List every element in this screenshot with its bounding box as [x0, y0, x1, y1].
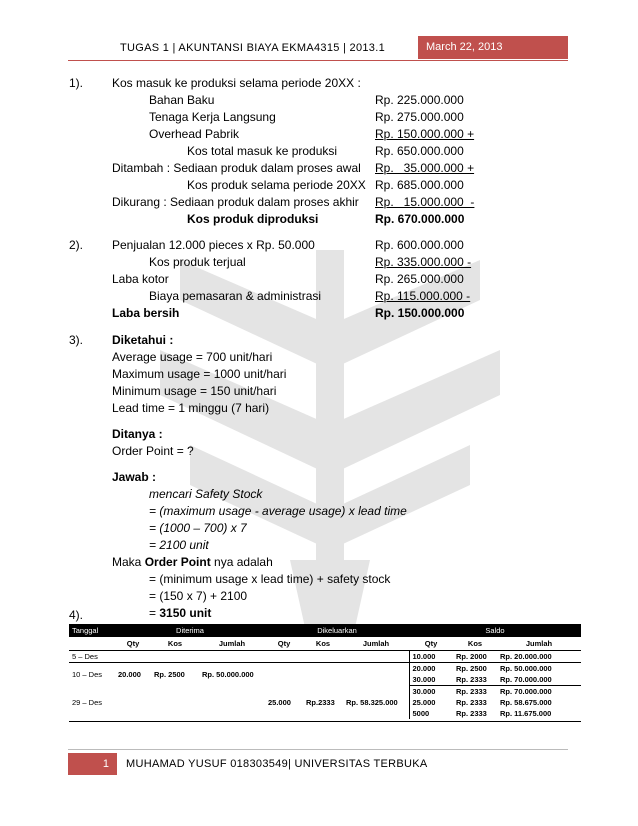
cell-saldo-qty: 5000	[409, 708, 453, 719]
q3-order-point-result	[149, 606, 211, 621]
q1-kosproses-label: Kos produk selama periode 20XX	[187, 178, 366, 192]
q3-safety-stock-result: = 2100 unit	[149, 538, 209, 552]
q3-ditanya: Ditanya :	[112, 427, 163, 441]
table-header-row	[69, 624, 581, 637]
cell-keluar-kos: Rp.2333	[306, 697, 335, 707]
q2-lababersih-value: Rp. 150.000.000	[375, 306, 465, 320]
q2-penjualan-value: Rp. 600.000.000	[375, 238, 464, 252]
q3-safety-stock-title: mencari Safety Stock	[149, 487, 263, 501]
cell-saldo-qty: 30.000	[409, 674, 453, 686]
q3-order-point-intro	[112, 555, 273, 570]
q1-intro: Kos masuk ke produksi selama periode 20XX :	[112, 76, 361, 90]
q3-diketahui: Diketahui :	[112, 333, 174, 347]
q3-equals: =	[149, 606, 160, 620]
cell-saldo-jumlah: Rp. 20.000.000	[497, 651, 581, 663]
q1-tambah-label: Ditambah : Sediaan produk dalam proses awal	[112, 161, 361, 175]
sub-kos: Kos	[303, 637, 343, 651]
q1-kosproses-value: Rp. 685.000.000	[375, 178, 464, 192]
q2-kosjual-label: Kos produk terjual	[149, 255, 246, 269]
cell-saldo-qty: 10.000	[409, 651, 453, 663]
cell-empty	[343, 663, 409, 686]
q2-number: 2).	[69, 238, 84, 252]
cell-empty	[151, 686, 199, 720]
q3-jawab: Jawab :	[112, 470, 157, 484]
q2-penjualan-label: Penjualan 12.000 pieces x Rp. 50.000	[112, 238, 315, 252]
col-diterima: Diterima	[115, 624, 265, 637]
q3-order-point-question: Order Point = ?	[112, 444, 194, 458]
cell-empty	[199, 651, 265, 663]
col-tanggal: Tanggal	[69, 624, 115, 637]
cell-empty	[265, 651, 303, 663]
inventory-card-table	[69, 624, 581, 722]
table-bottom-rule	[69, 719, 581, 722]
q1-overhead-value: Rp. 150.000.000 +	[375, 127, 475, 141]
sub-qty: Qty	[409, 637, 453, 651]
q3-order-point-formula: = (minimum usage x lead time) + safety stock	[149, 572, 391, 586]
cell-diterima-jumlah: Rp. 50.000.000	[202, 669, 254, 679]
cell-empty	[343, 651, 409, 663]
q3-order-point-value: 3150 unit	[159, 606, 212, 620]
q3-maximum-usage: Maximum usage = 1000 unit/hari	[112, 367, 287, 381]
q3-safety-stock-calc: = (1000 – 700) x 7	[149, 521, 247, 535]
cell-saldo-kos: Rp. 2333	[453, 674, 497, 686]
cell-saldo-kos: Rp. 2333	[456, 687, 487, 696]
cell-saldo-kos: Rp. 2333	[456, 709, 487, 718]
q2-labakotor-value: Rp. 265.000.000	[375, 272, 464, 286]
cell-saldo-qty: 20.000	[409, 663, 453, 675]
q2-kosjual-value: Rp. 335.000.000 -	[375, 255, 472, 269]
q3-maka-text: Maka	[112, 555, 145, 569]
q1-number: 1).	[69, 76, 84, 90]
cell-tanggal: 5 – Des	[69, 651, 115, 663]
cell-saldo-kos: Rp. 2000	[453, 651, 497, 663]
sub-kos: Kos	[151, 637, 199, 651]
cell-empty	[115, 651, 151, 663]
footer-rule	[68, 749, 568, 750]
col-dikeluarkan: Dikeluarkan	[265, 624, 409, 637]
header-date: March 22, 2013	[418, 36, 568, 59]
sub-qty: Qty	[265, 637, 303, 651]
cell-saldo-jumlah: Rp. 11.675.000	[500, 709, 552, 718]
q1-total-value: Rp. 650.000.000	[375, 144, 464, 158]
q2-biaya-label: Biaya pemasaran & administrasi	[149, 289, 322, 303]
cell-saldo-jumlah: Rp. 50.000.000	[500, 664, 552, 673]
q3-nya-adalah-text: nya adalah	[210, 555, 273, 569]
q1-tenaga-label: Tenaga Kerja Langsung	[149, 110, 276, 124]
q3-average-usage: Average usage = 700 unit/hari	[112, 350, 273, 364]
sub-jumlah: Jumlah	[343, 637, 409, 651]
cell-keluar-qty: 25.000	[268, 697, 291, 707]
sub-qty: Qty	[115, 637, 151, 651]
cell-empty	[303, 651, 343, 663]
header-title: TUGAS 1 | AKUNTANSI BIAYA EKMA4315 | 2013.1	[120, 42, 386, 54]
footer-page-number: 1	[68, 753, 117, 775]
q4-number: 4).	[69, 608, 84, 622]
q2-lababersih-label: Laba bersih	[112, 306, 180, 320]
q3-number: 3).	[69, 333, 84, 347]
cell-rule	[69, 719, 581, 722]
q2-labakotor-label: Laba kotor	[112, 272, 169, 286]
cell-empty	[303, 663, 343, 686]
q1-tenaga-value: Rp. 275.000.000	[375, 110, 464, 124]
cell-saldo-qty: 30.000	[409, 686, 453, 698]
q3-safety-stock-formula: = (maximum usage - average usage) x lead time	[149, 504, 407, 518]
col-saldo: Saldo	[409, 624, 581, 637]
q1-bahan-value: Rp. 225.000.000	[375, 93, 464, 107]
q1-overhead-label: Overhead Pabrik	[149, 127, 240, 141]
cell-saldo-kos: Rp. 2333	[456, 698, 487, 707]
q3-order-point-term: Order Point	[144, 555, 211, 569]
cell-empty	[115, 686, 151, 720]
cell-empty	[199, 686, 265, 720]
q3-order-point-calc: = (150 x 7) + 2100	[149, 589, 248, 603]
sub-kos: Kos	[453, 637, 497, 651]
table-row	[69, 663, 581, 675]
cell-keluar-jumlah: Rp. 58.325.000	[346, 697, 398, 707]
cell-saldo-jumlah: Rp. 70.000.000	[500, 687, 552, 696]
q1-kurang-value: Rp. 15.000.000 -	[375, 195, 475, 209]
cell-saldo-jumlah: Rp. 70.000.000	[497, 674, 581, 686]
cell-saldo-jumlah: Rp. 58.675.000	[500, 698, 552, 707]
q3-lead-time: Lead time = 1 minggu (7 hari)	[112, 401, 270, 415]
cell-saldo-qty: 25.000	[409, 697, 453, 708]
table-row	[69, 686, 581, 698]
table-subheader-row	[69, 637, 581, 651]
sub-jumlah: Jumlah	[497, 637, 581, 651]
q1-bahan-label: Bahan Baku	[149, 93, 215, 107]
sub-jumlah: Jumlah	[199, 637, 265, 651]
cell-empty	[265, 663, 303, 686]
q3-minimum-usage: Minimum usage = 150 unit/hari	[112, 384, 277, 398]
sub-empty	[69, 637, 115, 651]
q1-diproduksi-label: Kos produk diproduksi	[187, 212, 319, 226]
q1-diproduksi-value: Rp. 670.000.000	[375, 212, 465, 226]
cell-tanggal: 10 – Des	[72, 669, 103, 679]
cell-tanggal: 29 – Des	[72, 697, 103, 707]
cell-diterima-kos: Rp. 2500	[154, 669, 185, 679]
cell-saldo-kos: Rp. 2500	[456, 664, 487, 673]
q1-tambah-value: Rp. 35.000.000 +	[375, 161, 475, 175]
q2-biaya-value: Rp. 115.000.000 -	[375, 289, 471, 303]
q1-total-label: Kos total masuk ke produksi	[187, 144, 338, 158]
footer-text: MUHAMAD YUSUF 018303549| UNIVERSITAS TERBUKA	[126, 758, 428, 770]
cell-empty	[151, 651, 199, 663]
q1-kurang-label: Dikurang : Sediaan produk dalam proses akhir	[112, 195, 359, 209]
header-rule	[68, 60, 568, 61]
table-row	[69, 651, 581, 663]
cell-diterima-qty: 20.000	[118, 669, 141, 679]
